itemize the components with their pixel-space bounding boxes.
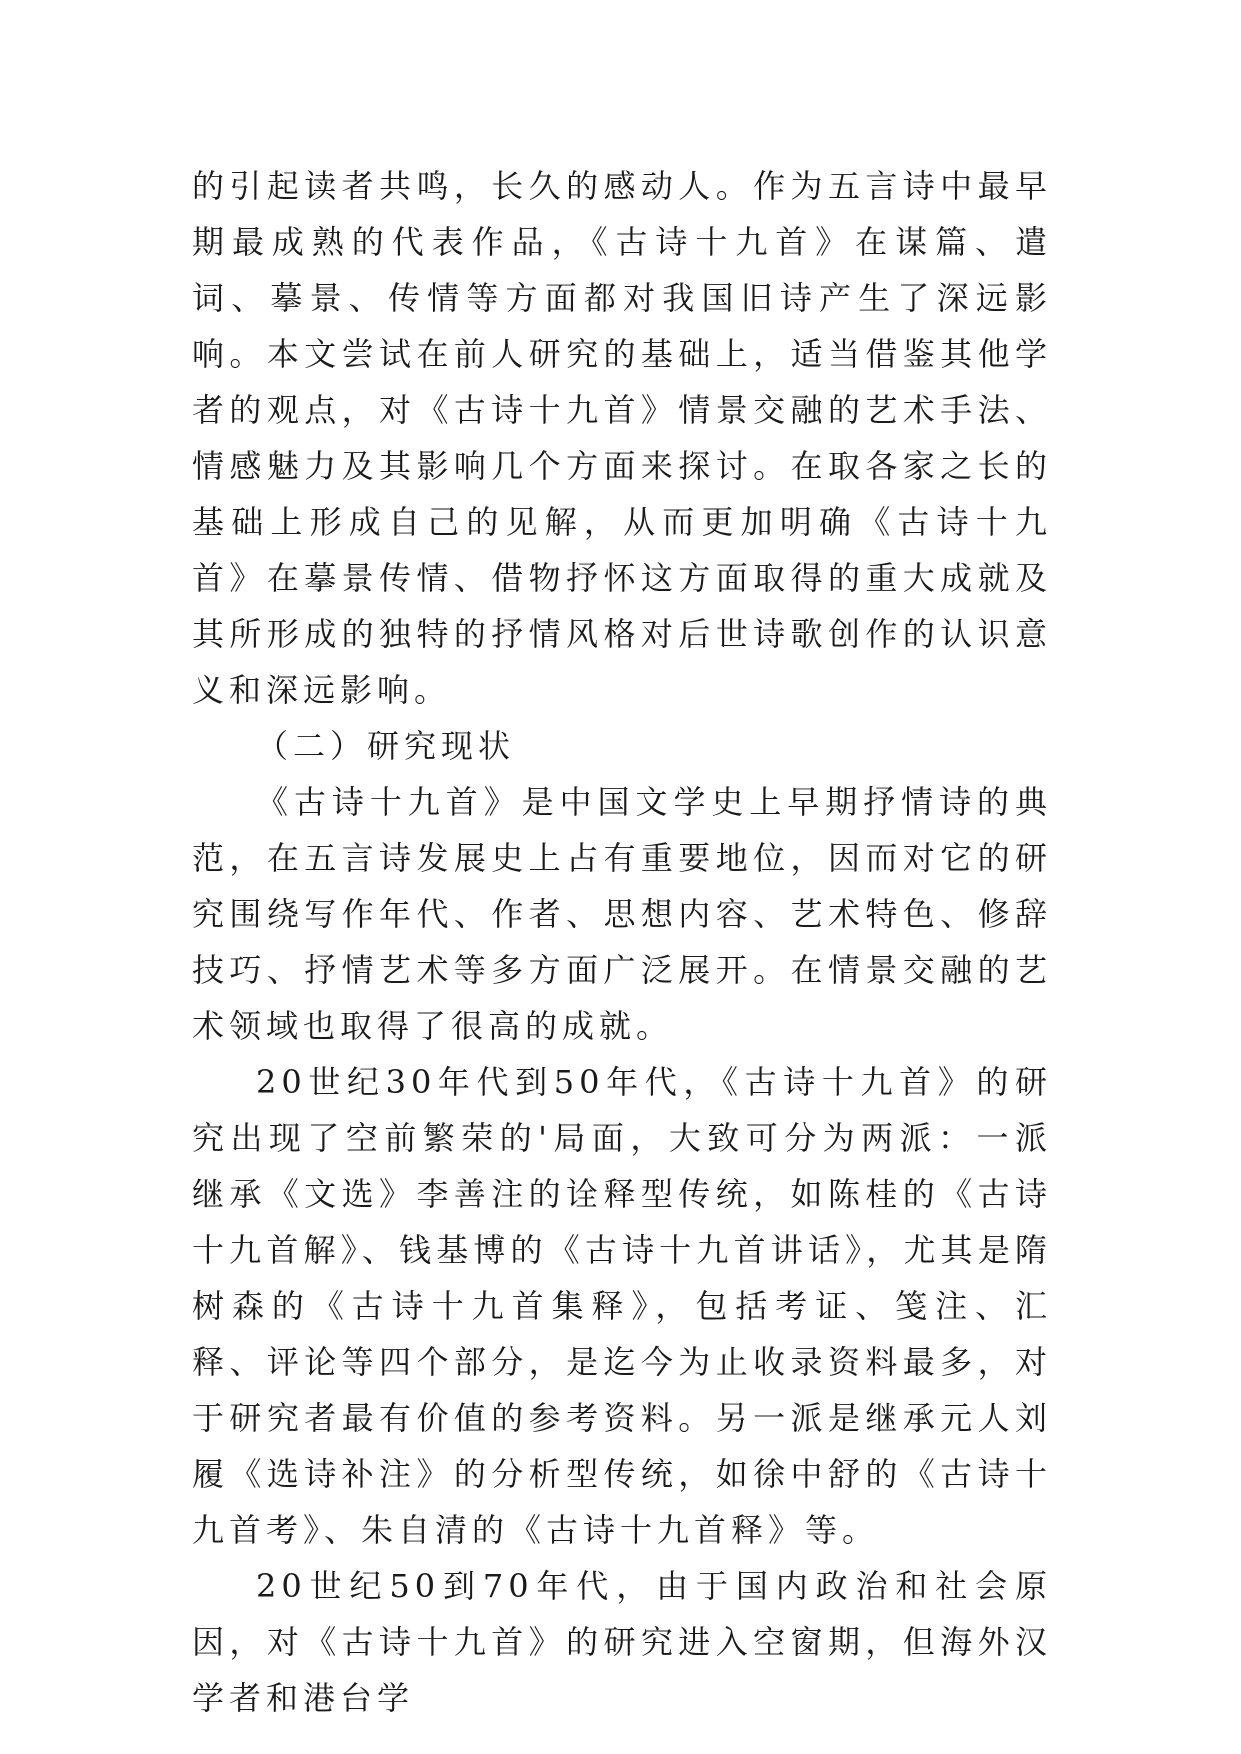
body-text <box>192 158 1052 1726</box>
paragraph-research-overview: 《古诗十九首》是中国文学史上早期抒情诗的典范，在五言诗发展史上占有重要地位，因而对它的研究围绕写作年代、作者、思想内容、艺术特色、修辞技巧、抒情艺术等多方面广泛展开。在情景交融的艺术领域也取得了很高的成就。 <box>192 783 1052 1045</box>
section-heading-research-status: （二）研究现状 <box>256 727 516 765</box>
paragraph-1930s-1950s: 20世纪30年代到50年代，《古诗十九首》的研究出现了空前繁荣的'局面，大致可分为两派：一派继承《文选》李善注的诠释型传统，如陈桂的《古诗十九首解》、钱基博的《古诗十九首讲话》，尤其是隋树森的《古诗十九首集释》，包括考证、笺注、汇释、评论等四个部分，是迄今为止收录资料最多，对于研究者最有价值的参考资料。另一派是继承元人刘履《选诗补注》的分析型传统，如徐中舒的《古诗十九首考》、朱自清的《古诗十九首释》等。 <box>192 1063 1052 1549</box>
paragraph-intro-continuation: 的引起读者共鸣，长久的感动人。作为五言诗中最早期最成熟的代表作品，《古诗十九首》在谋篇、遣词、摹景、传情等方面都对我国旧诗产生了深远影响。本文尝试在前人研究的基础上，适当借鉴其他学者的观点，对《古诗十九首》情景交融的艺术手法、情感魅力及其影响几个方面来探讨。在取各家之长的基础上形成自己的见解，从而更加明确《古诗十九首》在摹景传情、借物抒怀这方面取得的重大成就及其所形成的独特的抒情风格对后世诗歌创作的认识意义和深远影响。 <box>192 167 1052 709</box>
paragraph-1950s-1970s: 20世纪50到70年代，由于国内政治和社会原因，对《古诗十九首》的研究进入空窗期，但海外汉学者和港台学 <box>192 1567 1052 1717</box>
